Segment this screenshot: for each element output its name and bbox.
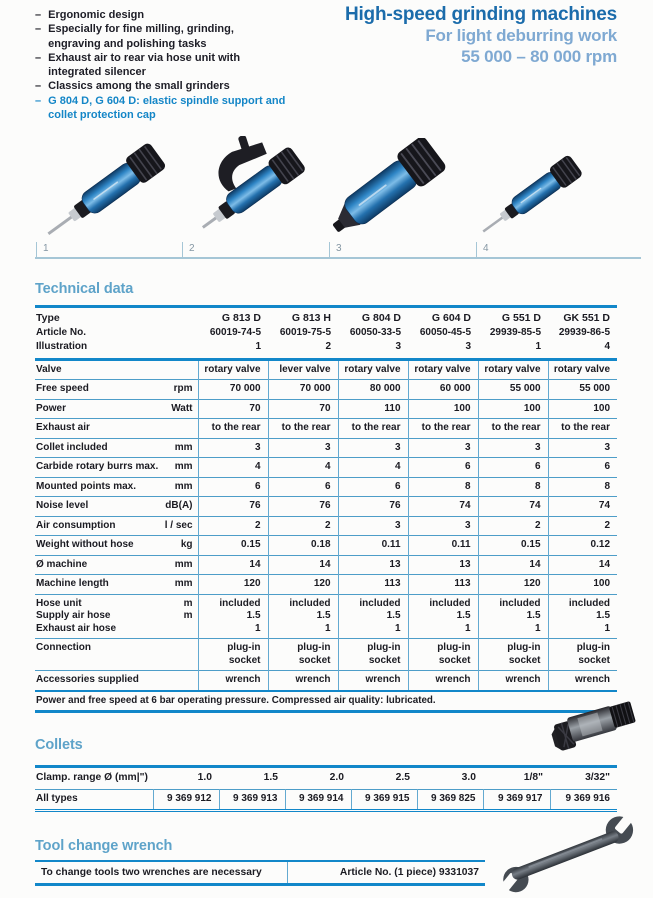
collets-heading: Collets <box>35 737 83 753</box>
bullet-dash: – <box>35 23 42 36</box>
row-value: 0.15 <box>198 536 268 556</box>
row-value: 6 <box>338 477 408 497</box>
feature-item-highlight <box>35 94 287 123</box>
feature-item <box>35 79 287 93</box>
row-value: 13 <box>408 555 478 575</box>
bullet-dash: – <box>35 9 42 21</box>
bullet-dash: – <box>35 94 42 107</box>
table-row <box>35 639 617 671</box>
row-label: All types <box>36 793 78 804</box>
row-value: 3 <box>478 438 548 458</box>
row-value: 2 <box>198 516 268 536</box>
row-value: wrench <box>408 671 478 691</box>
table-row <box>35 767 617 790</box>
article-no: 29939-85-5 <box>489 326 542 338</box>
product-photo-3 <box>316 138 454 250</box>
row-value: to the rear <box>548 419 617 439</box>
wrench-photo <box>486 814 648 896</box>
row-value: rotary valve <box>408 359 478 380</box>
row-value: 3 <box>268 438 338 458</box>
row-unit: mm <box>174 578 193 589</box>
row-value: 76 <box>338 497 408 517</box>
technical-data-table <box>35 305 617 692</box>
row-value: included 1.5 1 <box>408 594 478 639</box>
article-no: 29939-86-5 <box>558 326 611 338</box>
bullet-dash: – <box>35 80 42 93</box>
technical-table-body <box>35 359 617 691</box>
table-row <box>35 575 617 595</box>
collets-table <box>35 765 617 812</box>
clamp-size: 1/8" <box>523 772 543 783</box>
figure-number: 3 <box>329 242 342 257</box>
row-value: 14 <box>268 555 338 575</box>
table-row <box>35 789 617 811</box>
row-value: 8 <box>548 477 617 497</box>
table-row <box>35 359 617 380</box>
row-value: to the rear <box>338 419 408 439</box>
feature-text: Ergonomic design <box>48 9 145 21</box>
row-value: 100 <box>548 399 617 419</box>
row-value: 6 <box>198 477 268 497</box>
wrench-note: To change tools two wrenches are necessary <box>41 867 262 878</box>
technical-footnote: Power and free speed at 6 bar operating pressure. Compressed air quality: lubricated. <box>35 692 617 713</box>
illustration-ref: 1 <box>255 341 262 352</box>
row-value: 3 <box>548 438 617 458</box>
row-label: Valve <box>36 363 62 375</box>
row-label: Mounted points max. <box>36 480 136 492</box>
row-value: 70 000 <box>268 380 338 400</box>
type-name: G 804 D <box>361 312 402 324</box>
row-unit: mm <box>174 558 193 570</box>
row-label: Noise level <box>36 500 89 511</box>
row-value: plug-in socket <box>408 639 478 671</box>
row-label: Illustration <box>36 341 88 352</box>
row-unit: Watt <box>171 402 193 414</box>
product-photo-1 <box>32 138 184 244</box>
row-value: 100 <box>478 399 548 419</box>
illustration-ref: 3 <box>395 341 402 352</box>
table-row <box>35 671 617 691</box>
clamp-size: 2.0 <box>329 772 344 783</box>
type-name: G 604 D <box>431 312 472 324</box>
product-photo-4 <box>458 146 608 244</box>
row-value: 80 000 <box>338 380 408 400</box>
row-value: 100 <box>548 575 617 595</box>
table-row <box>35 516 617 536</box>
row-value: 70 000 <box>198 380 268 400</box>
collet-photo <box>548 682 644 762</box>
page-title: High-speed grinding machines <box>344 4 617 25</box>
row-value: 3 <box>338 438 408 458</box>
row-value: plug-in socket <box>268 639 338 671</box>
collet-article-no: 9 369 914 <box>285 789 351 811</box>
row-value: wrench <box>198 671 268 691</box>
row-value: 6 <box>548 458 617 478</box>
row-value: 8 <box>478 477 548 497</box>
product-photo-2 <box>183 136 323 246</box>
row-value: 0.18 <box>268 536 338 556</box>
collet-article-no: 9 369 912 <box>153 789 219 811</box>
row-value: 74 <box>408 497 478 517</box>
type-name: G 813 D <box>221 312 262 324</box>
collet-article-no: 9 369 913 <box>219 789 285 811</box>
row-value: included 1.5 1 <box>478 594 548 639</box>
row-value: 3 <box>408 516 478 536</box>
row-value: 55 000 <box>548 380 617 400</box>
row-value: 113 <box>338 575 408 595</box>
table-row <box>35 497 617 517</box>
type-name: G 551 D <box>501 312 542 324</box>
title-block <box>247 4 617 67</box>
row-label: Connection <box>36 642 91 653</box>
table-row <box>35 399 617 419</box>
row-value: 70 <box>268 399 338 419</box>
row-value: wrench <box>338 671 408 691</box>
row-unit: rpm <box>173 383 193 394</box>
table-row <box>35 307 617 326</box>
page-rpm-range: 55 000 – 80 000 rpm <box>461 46 617 66</box>
clamp-size: 3/32" <box>585 772 610 783</box>
row-value: 6 <box>268 477 338 497</box>
article-no: 60050-45-5 <box>419 326 472 338</box>
figure-number: 1 <box>36 242 49 257</box>
row-value: rotary valve <box>198 359 268 380</box>
row-value: 110 <box>338 399 408 419</box>
article-no: 60019-75-5 <box>279 326 332 338</box>
bullet-dash: – <box>35 51 42 64</box>
row-value: 2 <box>478 516 548 536</box>
collets-table-body <box>35 789 617 811</box>
row-value: included 1.5 1 <box>338 594 408 639</box>
row-label: Carbide rotary burrs max. <box>36 461 159 472</box>
figure-number: 2 <box>182 242 195 257</box>
table-row <box>35 380 617 400</box>
row-unit: l / sec <box>164 519 193 531</box>
row-value: plug-in socket <box>198 639 268 671</box>
row-unit <box>147 639 198 671</box>
row-value: included 1.5 1 <box>268 594 338 639</box>
row-value: 14 <box>548 555 617 575</box>
clamp-size: 3.0 <box>461 772 476 783</box>
row-value: 2 <box>548 516 617 536</box>
row-label: Article No. <box>36 326 87 338</box>
table-row <box>35 419 617 439</box>
row-value: 74 <box>548 497 617 517</box>
row-label: Type <box>36 312 60 324</box>
row-value: 60 000 <box>408 380 478 400</box>
tool-change-wrench-table <box>35 860 485 886</box>
row-label: Weight without hose <box>36 539 134 550</box>
type-name: G 813 H <box>291 312 332 324</box>
row-value: 8 <box>408 477 478 497</box>
row-value: to the rear <box>268 419 338 439</box>
illustration-ref: 2 <box>325 341 332 352</box>
collets-table-header <box>35 767 617 790</box>
row-label: Air consumption <box>36 519 116 531</box>
row-value: rotary valve <box>338 359 408 380</box>
row-value: rotary valve <box>478 359 548 380</box>
collet-article-no: 9 369 916 <box>550 789 617 811</box>
row-value: 113 <box>408 575 478 595</box>
row-value: 2 <box>268 516 338 536</box>
row-value: 0.12 <box>548 536 617 556</box>
feature-text: Classics among the small grinders <box>48 80 230 93</box>
clamp-range-label: Clamp. range Ø (mm|") <box>36 772 148 783</box>
technical-data-section <box>35 305 617 713</box>
feature-text: Especially for fine milling, grinding, engraving and polishing tasks <box>48 23 234 50</box>
clamp-size: 1.0 <box>197 772 212 783</box>
row-value: to the rear <box>198 419 268 439</box>
row-value: to the rear <box>408 419 478 439</box>
article-no: 60050-33-5 <box>349 326 402 338</box>
figure-number-strip <box>35 240 641 259</box>
row-value: to the rear <box>478 419 548 439</box>
row-label: Accessories supplied <box>36 674 139 685</box>
row-value: 6 <box>478 458 548 478</box>
row-value: 74 <box>478 497 548 517</box>
row-unit: m m <box>183 597 193 621</box>
row-value: 4 <box>268 458 338 478</box>
row-value: plug-in socket <box>338 639 408 671</box>
row-unit: kg <box>180 539 193 550</box>
row-unit <box>147 359 198 380</box>
tool-change-wrench-heading: Tool change wrench <box>35 838 173 854</box>
clamp-size: 1.5 <box>263 772 278 783</box>
row-value: 55 000 <box>478 380 548 400</box>
row-label: Machine length <box>36 578 109 589</box>
wrench-article-no: Article No. (1 piece) 9331037 <box>287 862 485 883</box>
row-value: 120 <box>478 575 548 595</box>
table-row <box>35 438 617 458</box>
feature-text: Exhaust air to rear via hose unit with integrated silencer <box>48 51 241 79</box>
figure-number: 4 <box>476 242 489 257</box>
row-label: Ø machine <box>36 558 88 570</box>
row-unit: dB(A) <box>165 500 193 511</box>
row-label: Power <box>36 402 67 414</box>
table-row <box>35 555 617 575</box>
article-no: 60019-74-5 <box>209 326 262 338</box>
row-value: rotary valve <box>548 359 617 380</box>
row-value: 0.11 <box>338 536 408 556</box>
row-unit <box>147 671 198 691</box>
row-value: 3 <box>338 516 408 536</box>
row-value: 14 <box>478 555 548 575</box>
row-value: plug-in socket <box>548 639 617 671</box>
row-label: Exhaust air <box>36 422 90 433</box>
row-value: 3 <box>198 438 268 458</box>
type-name: GK 551 D <box>563 312 611 324</box>
collet-article-no: 9 369 915 <box>351 789 417 811</box>
illustration-ref: 4 <box>604 341 611 352</box>
row-value: 0.15 <box>478 536 548 556</box>
illustration-ref: 1 <box>535 341 542 352</box>
row-value: 76 <box>268 497 338 517</box>
illustration-ref: 3 <box>465 341 472 352</box>
row-value: 14 <box>198 555 268 575</box>
row-value: 4 <box>338 458 408 478</box>
row-value: 120 <box>268 575 338 595</box>
row-unit: mm <box>174 480 193 492</box>
row-value: 76 <box>198 497 268 517</box>
row-label: Free speed <box>36 383 89 394</box>
row-value: lever valve <box>268 359 338 380</box>
table-row <box>35 594 617 639</box>
row-value: wrench <box>268 671 338 691</box>
collet-article-no: 9 369 917 <box>483 789 550 811</box>
row-value: 120 <box>198 575 268 595</box>
row-value: 13 <box>338 555 408 575</box>
row-value: 100 <box>408 399 478 419</box>
row-value: 4 <box>198 458 268 478</box>
table-row <box>35 340 617 359</box>
row-value: 0.11 <box>408 536 478 556</box>
row-value: 70 <box>198 399 268 419</box>
page-subtitle: For light deburring work <box>425 25 617 45</box>
row-value: wrench <box>478 671 548 691</box>
row-value: included 1.5 1 <box>198 594 268 639</box>
feature-text: G 804 D, G 604 D: elastic spindle support and collet protection cap <box>48 94 286 122</box>
table-row <box>35 458 617 478</box>
technical-table-header <box>35 307 617 360</box>
table-row <box>35 326 617 341</box>
row-value: plug-in socket <box>478 639 548 671</box>
row-unit: mm <box>174 441 193 453</box>
technical-data-heading: Technical data <box>35 281 134 297</box>
table-row <box>35 477 617 497</box>
row-value: 3 <box>408 438 478 458</box>
row-unit <box>147 419 198 439</box>
row-value: included 1.5 1 <box>548 594 617 639</box>
table-row <box>35 536 617 556</box>
row-label: Collet included <box>36 441 108 453</box>
row-value: wrench <box>548 671 617 691</box>
collet-article-no: 9 369 825 <box>417 789 483 811</box>
clamp-size: 2.5 <box>395 772 410 783</box>
row-value: 6 <box>408 458 478 478</box>
row-label: Hose unit Supply air hose Exhaust air hose <box>36 597 117 634</box>
row-unit: mm <box>174 461 193 472</box>
